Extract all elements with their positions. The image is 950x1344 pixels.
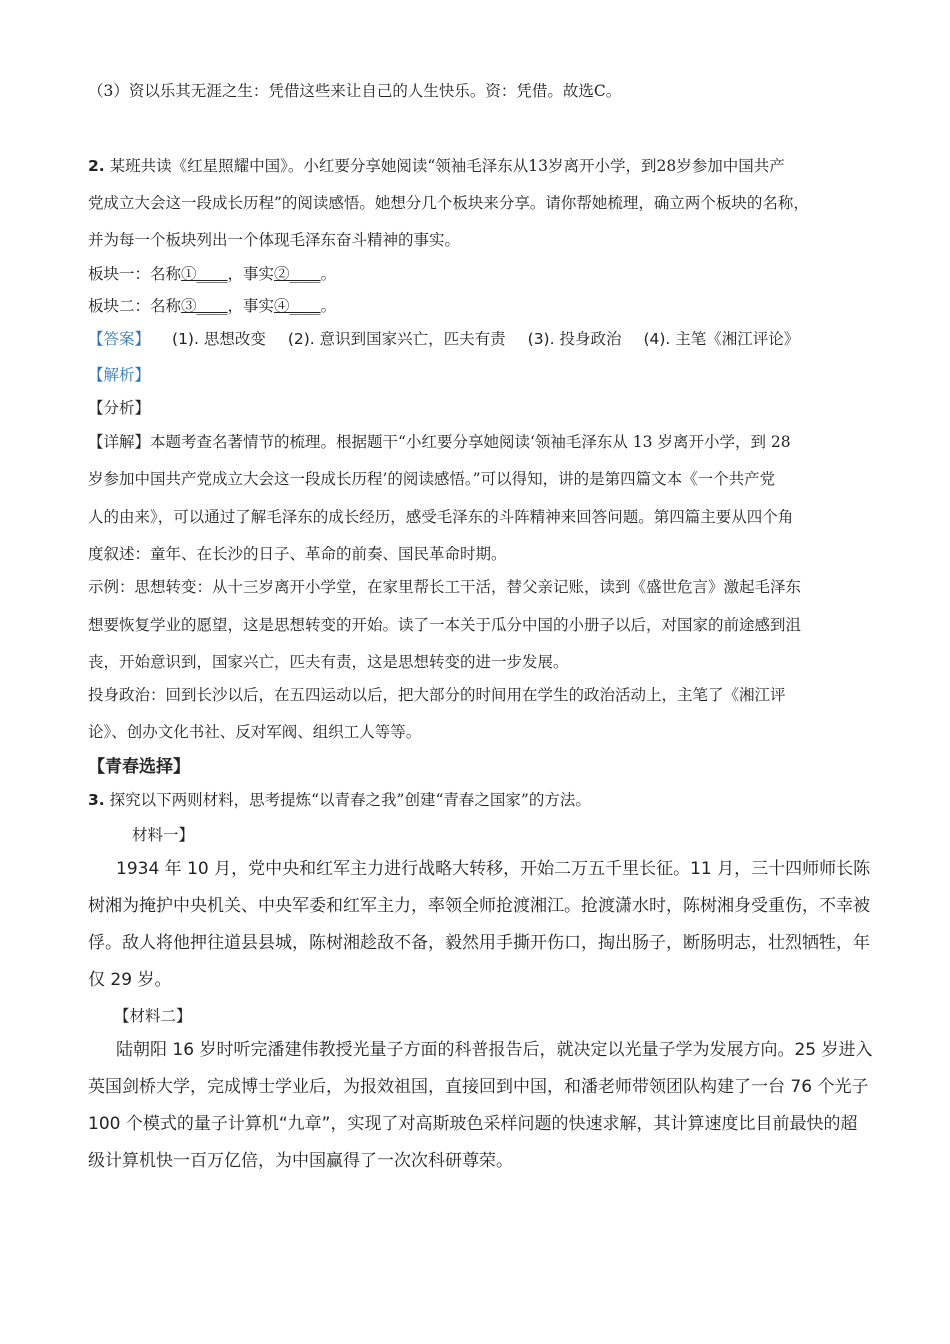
- material-1-title: 材料一】: [132, 826, 195, 844]
- material-2-line-1: 陆朝阳 16 岁时听完潘建伟教授光量子方面的科普报告后，就决定以光量子学为发展方向。25 岁进入: [116, 1040, 873, 1060]
- material-1-line-1: 1934 年 10 月，党中央和红军主力进行战略大转移，开始二万五千里长征。11 月，三十四师师长陈: [116, 859, 871, 879]
- blank-3: ③____: [181, 297, 228, 315]
- material-2-line-3: 100 个模式的量子计算机“九章”，实现了对高斯玻色采样问题的快速求解，其计算速度比目前最快的超: [88, 1114, 858, 1134]
- detail-line-2: 岁参加中国共产党成立大会这一段成长历程’的阅读感悟。”可以得知，讲的是第四篇文本《一个共产党: [88, 470, 776, 488]
- blank-1: ①____: [181, 265, 228, 283]
- section-heading: 【青春选择】: [88, 757, 190, 777]
- block2-prefix: 板块二：名称: [88, 297, 182, 315]
- answer-tag: 【答案】: [88, 330, 151, 348]
- q3-stem-line: [88, 790, 591, 810]
- q2-stem-line-3: 并为每一个板块列出一个体现毛泽东奋斗精神的事实。: [88, 231, 461, 249]
- block2-end: 。: [320, 297, 337, 315]
- analysis-tag: 【解析】: [88, 366, 151, 384]
- material-2-line-2: 英国剑桥大学，完成博士学业后，为报效祖国，直接回到中国，和潘老师带领团队构建了一台 76 个光子: [88, 1077, 869, 1097]
- blank-2: ②____: [274, 265, 321, 283]
- material-1-line-3: 俘。敌人将他押往道县县城，陈树湘趁敌不备，毅然用手撕开伤口，掏出肠子，断肠明志，壮烈牺牲，年: [88, 933, 870, 953]
- q2-stem-line-1: [88, 156, 785, 176]
- example-line-1: 示例：思想转变：从十三岁离开小学堂，在家里帮长工干活，替父亲记账，读到《盛世危言》激起毛泽东: [88, 578, 802, 596]
- detail-line-1: [88, 432, 791, 452]
- example-line-5: 论》、创办文化书社、反对军阀、组织工人等等。: [88, 723, 422, 741]
- material-2-title: 【材料二】: [114, 1007, 192, 1025]
- answer-4: (4). 主笔《湘江评论》: [643, 330, 800, 348]
- detail-line-4: 度叙述：童年、在长沙的日子、革命的前奏、国民革命时期。: [88, 545, 507, 563]
- q2-stem-text-1: 某班共读《红星照耀中国》。小红要分享她阅读“领袖毛泽东从13岁离开小学，到28岁参加中国共产: [109, 157, 785, 175]
- fenxi-tag: 【分析】: [88, 399, 151, 417]
- example-line-3: 丧，开始意识到，国家兴亡，匹夫有责，这是思想转变的进一步发展。: [88, 653, 569, 671]
- q2-number: 2.: [88, 157, 105, 175]
- q3-stem-text: 探究以下两则材料，思考提炼“以青春之我”创建“青春之国家”的方法。: [109, 791, 591, 809]
- detail-tag: 【详解】: [88, 433, 151, 451]
- example-line-2: 想要恢复学业的愿望，这是思想转变的开始。读了一本关于瓜分中国的小册子以后，对国家的前途感到沮: [88, 616, 802, 634]
- answer-2: (2). 意识到国家兴亡，匹夫有责: [287, 330, 506, 348]
- q3-number: 3.: [88, 791, 105, 809]
- answer-3: (3). 投身政治: [527, 330, 622, 348]
- q2-answer-line: [88, 329, 799, 349]
- detail-text-1: 本题考查名著情节的梳理。根据题干“小红要分享她阅读‘领袖毛泽东从 13 岁离开小学，到 28: [150, 433, 791, 451]
- q1-explanation-note: （3）资以乐其无涯之生：凭借这些来让自己的人生快乐。资：凭借。故选C。: [88, 82, 622, 100]
- material-2-line-4: 级计算机快一百万亿倍，为中国赢得了一次次科研尊荣。: [88, 1151, 513, 1171]
- block1-mid: ，事实: [227, 265, 275, 283]
- example-line-4: 投身政治：回到长沙以后，在五四运动以后，把大部分的时间用在学生的政治活动上，主笔了《湘江评: [88, 686, 786, 704]
- q2-stem-line-2: 党成立大会这一段成长历程”的阅读感悟。她想分几个板块来分享。请你帮她梳理，确立两个板块的名称，: [88, 194, 809, 212]
- material-1-line-4: 仅 29 岁。: [88, 970, 172, 990]
- answer-1: (1). 思想改变: [172, 330, 266, 348]
- q2-block-1: [88, 264, 336, 284]
- block2-mid: ，事实: [227, 297, 275, 315]
- material-1-line-2: 树湘为掩护中央机关、中央军委和红军主力，率领全师抢渡湘江。抢渡潇水时，陈树湘身受重伤，不幸被: [88, 896, 870, 916]
- block1-end: 。: [320, 265, 337, 283]
- detail-line-3: 人的由来》，可以通过了解毛泽东的成长经历，感受毛泽东的斗阵精神来回答问题。第四篇主要从四个角: [88, 508, 794, 526]
- q2-block-2: [88, 296, 336, 316]
- blank-4: ④____: [274, 297, 321, 315]
- block1-prefix: 板块一：名称: [88, 265, 182, 283]
